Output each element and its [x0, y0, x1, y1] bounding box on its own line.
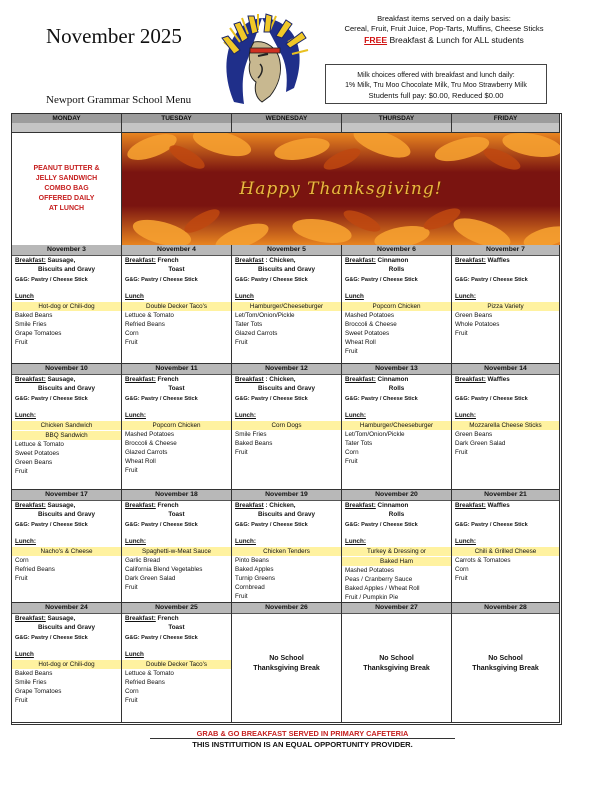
day-cell: [342, 490, 452, 603]
breakfast-line: [12, 375, 121, 384]
lunch-side: Corn: [125, 330, 139, 337]
day-cell: [122, 490, 232, 603]
day-cell: [12, 245, 122, 364]
breakfast-label: Breakfast:: [455, 257, 486, 264]
day-cell: [452, 245, 560, 364]
lunch-side: California Blend Vegetables: [125, 566, 203, 573]
lunch-side: Broccoli & Cheese: [125, 440, 177, 447]
lunch-entree: Chicken Tenders: [232, 547, 341, 556]
lunch-entree: Double Decker Taco's: [122, 660, 231, 669]
equal-opportunity-statement: THIS INSTITUITION IS AN EQUAL OPPORTUNITY PROVIDER.: [192, 740, 413, 749]
lunch-label: Lunch:: [455, 538, 476, 545]
breakfast-item-cont: Toast: [168, 266, 185, 273]
breakfast-line: [452, 256, 559, 265]
lunch-side: Corn: [455, 566, 469, 573]
lunch-label: Lunch: [15, 293, 34, 300]
lunch-entree: Chicken Sandwich: [12, 421, 121, 430]
lunch-label: Lunch:: [125, 538, 146, 545]
day-subheader: [122, 123, 232, 133]
lunch-side: Mashed Potatoes: [125, 431, 175, 438]
pay-line: Students full pay: $0.00, Reduced $0.00: [368, 91, 504, 100]
lunch-side: Fruit: [235, 449, 248, 456]
lunch-label: Lunch: [15, 651, 34, 658]
breakfast-item: : Chicken,: [263, 257, 296, 264]
breakfast-item: French: [155, 615, 179, 622]
lunch-side: Fruit: [125, 339, 138, 346]
day-cell: [232, 364, 342, 490]
breakfast-item-cont: [452, 265, 559, 274]
lunch-side: Tater Tots: [345, 440, 373, 447]
day-cell: [12, 490, 122, 603]
breakfast-item: : Chicken,: [263, 502, 296, 509]
free-meals-line: [318, 34, 570, 46]
breakfast-item: Waffles: [485, 502, 510, 509]
day-subheader: [12, 123, 122, 133]
lunch-side: Wheat Roll: [125, 458, 156, 465]
combo-bag-note: PEANUT BUTTER & JELLY SANDWICH COMBO BAG OFFERED DAILY AT LUNCH: [12, 133, 122, 245]
breakfast-item-cont: Biscuits and Gravy: [37, 624, 96, 631]
grab-and-go-items: G&G: Pastry / Cheese Stick: [235, 277, 308, 283]
lunch-side: Fruit: [455, 575, 468, 582]
lunch-entree: Double Decker Taco's: [122, 302, 231, 311]
lunch-side: Green Beans: [455, 431, 493, 438]
lunch-label: Lunch:: [455, 293, 476, 300]
lunch-side: Fruit: [235, 593, 248, 600]
breakfast-item-cont: Toast: [168, 624, 185, 631]
lunch-side: Lettuce & Tomato: [125, 670, 174, 677]
grab-and-go-items: G&G: Pastry / Cheese Stick: [235, 522, 308, 528]
day-header-thursday: THURSDAY: [342, 114, 452, 123]
day-date: November 17: [12, 490, 121, 501]
breakfast-label: Breakfast:: [345, 257, 376, 264]
breakfast-line: [342, 256, 451, 265]
day-date: November 13: [342, 364, 451, 375]
day-date: November 4: [122, 245, 231, 256]
breakfast-line: [232, 256, 341, 265]
day-cell: [12, 603, 122, 723]
lunch-entree: Nacho's & Cheese: [12, 547, 121, 556]
lunch-side: Broccoli & Cheese: [345, 321, 397, 328]
grab-and-go-note: GRAB & GO BREAKFAST SERVED IN PRIMARY CAFETERIA: [196, 729, 409, 738]
lunch-side: Corn: [125, 688, 139, 695]
breakfast-item-cont: Biscuits and Gravy: [257, 385, 316, 392]
breakfast-item: Waffles: [485, 376, 510, 383]
lunch-label: Lunch: [125, 293, 144, 300]
breakfast-line: [12, 501, 121, 510]
breakfast-label: Breakfast:: [15, 376, 46, 383]
lunch-side: Fruit: [125, 697, 138, 704]
breakfast-line: [122, 375, 231, 384]
lunch-entree: Spaghetti-w-Meat Sauce: [122, 547, 231, 556]
day-subheader: [232, 123, 342, 133]
breakfast-item: Cinnamon: [375, 502, 409, 509]
breakfast-label: Breakfast: [235, 257, 264, 264]
grab-and-go-items: G&G: Pastry / Cheese Stick: [455, 522, 528, 528]
lunch-label: Lunch: [125, 651, 144, 658]
breakfast-item-cont: Biscuits and Gravy: [257, 266, 316, 273]
free-meals-text: Breakfast & Lunch for ALL students: [387, 35, 524, 45]
indian-head-logo: [214, 12, 314, 108]
day-date: November 21: [452, 490, 559, 501]
breakfast-label: Breakfast:: [125, 376, 156, 383]
breakfast-line: [122, 501, 231, 510]
breakfast-label: Breakfast:: [125, 615, 156, 622]
breakfast-item: Sausage,: [45, 502, 76, 509]
lunch-side: Dark Green Salad: [125, 575, 176, 582]
lunch-side: Baked Apples: [235, 566, 274, 573]
breakfast-label: Breakfast:: [345, 376, 376, 383]
breakfast-item-cont: Toast: [168, 385, 185, 392]
day-cell: [232, 490, 342, 603]
breakfast-label: Breakfast: [235, 376, 264, 383]
lunch-entree: Hamburger/Cheeseburger: [232, 302, 341, 311]
lunch-side: Sweet Potatoes: [345, 330, 390, 337]
lunch-side: Fruit: [345, 458, 358, 465]
lunch-label: Lunch:: [15, 412, 36, 419]
breakfast-label: Breakfast:: [455, 502, 486, 509]
lunch-side: Baked Beans: [15, 670, 53, 677]
day-cell: [452, 490, 560, 603]
lunch-side: Whole Potatoes: [455, 321, 500, 328]
lunch-side: Corn: [345, 449, 359, 456]
lunch-side: Pinto Beans: [235, 557, 269, 564]
day-date: November 19: [232, 490, 341, 501]
lunch-label: Lunch:: [125, 412, 146, 419]
day-date: November 5: [232, 245, 341, 256]
day-cell: [342, 245, 452, 364]
lunch-side: Refried Beans: [15, 566, 55, 573]
lunch-side: Fruit: [15, 697, 28, 704]
day-header-tuesday: TUESDAY: [122, 114, 232, 123]
breakfast-line: [452, 375, 559, 384]
lunch-side: Fruit: [15, 339, 28, 346]
lunch-side: Fruit / Pumpkin Pie: [345, 594, 399, 601]
breakfast-info-line2: Cereal, Fruit, Fruit Juice, Pop-Tarts, Muffins, Cheese Sticks: [344, 24, 544, 33]
lunch-entree: Hot-dog or Chili-dog: [12, 660, 121, 669]
grab-and-go-items: G&G: Pastry / Cheese Stick: [15, 277, 88, 283]
day-date: November 26: [232, 603, 341, 614]
lunch-side: Fruit: [455, 330, 468, 337]
lunch-label: Lunch:: [15, 538, 36, 545]
lunch-label: Lunch:: [235, 538, 256, 545]
lunch-side: Glazed Carrots: [235, 330, 278, 337]
lunch-side: Turnip Greens: [235, 575, 276, 582]
breakfast-item-cont: Toast: [168, 511, 185, 518]
grab-and-go-items: G&G: Pastry / Cheese Stick: [15, 522, 88, 528]
day-cell: [122, 245, 232, 364]
day-subheader: [342, 123, 452, 133]
lunch-side: Cornbread: [235, 584, 265, 591]
lunch-label: Lunch:: [455, 412, 476, 419]
grab-and-go-items: G&G: Pastry / Cheese Stick: [125, 522, 198, 528]
breakfast-label: Breakfast:: [345, 502, 376, 509]
lunch-side: Fruit: [235, 339, 248, 346]
breakfast-line: [342, 375, 451, 384]
free-word: FREE: [364, 35, 388, 45]
milk-info-box: [325, 64, 547, 104]
grab-and-go-items: G&G: Pastry / Cheese Stick: [455, 396, 528, 402]
lunch-side: Smile Fries: [15, 321, 47, 328]
day-date: November 27: [342, 603, 451, 614]
lunch-side: Fruit: [125, 584, 138, 591]
lunch-side: Baked Beans: [235, 440, 273, 447]
lunch-side: Baked Apples / Wheat Roll: [345, 585, 420, 592]
lunch-side: Let/Tom/Onion/Pickle: [235, 312, 295, 319]
lunch-label: Lunch:: [235, 412, 256, 419]
lunch-entree: Mozzarella Cheese Sticks: [452, 421, 559, 430]
breakfast-item: Sausage,: [45, 257, 76, 264]
lunch-side: Lettuce & Tomato: [125, 312, 174, 319]
breakfast-item: French: [155, 257, 179, 264]
grab-and-go-items: G&G: Pastry / Cheese Stick: [345, 522, 418, 528]
day-cell: [12, 364, 122, 490]
lunch-side: Smile Fries: [15, 679, 47, 686]
breakfast-label: Breakfast: [235, 502, 264, 509]
day-cell: [232, 245, 342, 364]
day-cell: [342, 603, 452, 723]
day-header-monday: MONDAY: [12, 114, 122, 123]
breakfast-item: Sausage,: [45, 376, 76, 383]
breakfast-item-cont: Biscuits and Gravy: [257, 511, 316, 518]
breakfast-item-cont: Biscuits and Gravy: [37, 385, 96, 392]
lunch-side: Grape Tomatoes: [15, 330, 62, 337]
lunch-side: Grape Tomatoes: [15, 688, 62, 695]
breakfast-item: : Chicken,: [263, 376, 296, 383]
breakfast-item: Cinnamon: [375, 257, 409, 264]
breakfast-item: Sausage,: [45, 615, 76, 622]
breakfast-label: Breakfast:: [125, 502, 156, 509]
school-menu-subtitle: Newport Grammar School Menu: [46, 94, 192, 106]
grab-and-go-items: G&G: Pastry / Cheese Stick: [125, 277, 198, 283]
lunch-side: Corn: [15, 557, 29, 564]
day-subheader: [452, 123, 560, 133]
lunch-label: Lunch: [345, 293, 364, 300]
breakfast-line: [12, 256, 121, 265]
menu-calendar: [11, 113, 562, 725]
lunch-side: Refried Beans: [125, 321, 165, 328]
no-school-note: No School Thanksgiving Break: [253, 655, 320, 672]
lunch-side: Fruit: [455, 449, 468, 456]
day-date: November 14: [452, 364, 559, 375]
day-date: November 11: [122, 364, 231, 375]
day-date: November 24: [12, 603, 121, 614]
day-date: November 18: [122, 490, 231, 501]
lunch-entree: Corn Dogs: [232, 421, 341, 430]
lunch-entree: Pizza Variety: [452, 302, 559, 311]
lunch-side: Tater Tots: [235, 321, 263, 328]
lunch-entree: BBQ Sandwich: [12, 431, 121, 440]
breakfast-line: [12, 614, 121, 623]
lunch-entree: Chili & Grilled Cheese: [452, 547, 559, 556]
milk-line2: 1% Milk, Tru Moo Chocolate Milk, Tru Moo Strawberry Milk: [345, 82, 527, 89]
day-header-friday: FRIDAY: [452, 114, 560, 123]
lunch-side: Garlic Bread: [125, 557, 160, 564]
lunch-side: Lettuce & Tomato: [15, 441, 64, 448]
breakfast-line: [122, 256, 231, 265]
breakfast-item-cont: [452, 510, 559, 519]
breakfast-item-cont: Rolls: [388, 266, 405, 273]
breakfast-item: French: [155, 376, 179, 383]
grab-and-go-items: G&G: Pastry / Cheese Stick: [345, 396, 418, 402]
day-date: November 20: [342, 490, 451, 501]
breakfast-label: Breakfast:: [15, 502, 46, 509]
lunch-side: Baked Beans: [15, 312, 53, 319]
lunch-side: Mashed Potatoes: [345, 567, 395, 574]
lunch-label: Lunch: [235, 293, 254, 300]
lunch-side: Fruit: [345, 348, 358, 355]
breakfast-line: [452, 501, 559, 510]
day-date: November 7: [452, 245, 559, 256]
lunch-entree: Turkey & Dressing or: [342, 547, 451, 556]
breakfast-item-cont: Rolls: [388, 511, 405, 518]
breakfast-info: [318, 14, 570, 46]
day-header-wednesday: WEDNESDAY: [232, 114, 342, 123]
day-date: November 12: [232, 364, 341, 375]
lunch-side: Green Beans: [455, 312, 493, 319]
lunch-side: Green Beans: [15, 459, 53, 466]
breakfast-item: French: [155, 502, 179, 509]
day-date: November 3: [12, 245, 121, 256]
breakfast-item-cont: [452, 384, 559, 393]
breakfast-label: Breakfast:: [125, 257, 156, 264]
lunch-side: Fruit: [125, 467, 138, 474]
milk-line1: Milk choices offered with breakfast and lunch daily:: [357, 72, 515, 79]
day-date: November 10: [12, 364, 121, 375]
breakfast-line: [342, 501, 451, 510]
lunch-side: Dark Green Salad: [455, 440, 506, 447]
lunch-side: Carrots & Tomatoes: [455, 557, 511, 564]
day-cell: [452, 364, 560, 490]
lunch-entree: Hot-dog or Chili-dog: [12, 302, 121, 311]
lunch-entree: Hamburger/Cheeseburger: [342, 421, 451, 430]
lunch-side: Fruit: [15, 468, 28, 475]
day-cell: [232, 603, 342, 723]
lunch-entree: Popcorn Chicken: [342, 302, 451, 311]
day-cell: [122, 364, 232, 490]
breakfast-line: [122, 614, 231, 623]
day-cell: [452, 603, 560, 723]
lunch-side: Refried Beans: [125, 679, 165, 686]
lunch-entree: Baked Ham: [342, 557, 451, 566]
grab-and-go-items: G&G: Pastry / Cheese Stick: [235, 396, 308, 402]
lunch-label: Lunch:: [345, 412, 366, 419]
lunch-side: Fruit: [15, 575, 28, 582]
grab-and-go-items: G&G: Pastry / Cheese Stick: [15, 396, 88, 402]
breakfast-item: Cinnamon: [375, 376, 409, 383]
page-title: November 2025: [46, 24, 182, 48]
breakfast-label: Breakfast:: [15, 257, 46, 264]
lunch-side: Glazed Carrots: [125, 449, 168, 456]
thanksgiving-banner: [122, 133, 560, 245]
lunch-side: Peas / Cranberry Sauce: [345, 576, 413, 583]
breakfast-info-line1: Breakfast items served on a daily basis:: [377, 14, 511, 23]
breakfast-item-cont: Biscuits and Gravy: [37, 266, 96, 273]
grab-and-go-items: G&G: Pastry / Cheese Stick: [345, 277, 418, 283]
day-date: November 25: [122, 603, 231, 614]
lunch-side: Let/Tom/Onion/Pickle: [345, 431, 405, 438]
day-date: November 6: [342, 245, 451, 256]
breakfast-label: Breakfast:: [15, 615, 46, 622]
breakfast-item: Waffles: [485, 257, 510, 264]
grab-and-go-items: G&G: Pastry / Cheese Stick: [455, 277, 528, 283]
day-date: November 28: [452, 603, 559, 614]
breakfast-label: Breakfast:: [455, 376, 486, 383]
banner-greeting: Happy Thanksgiving!: [239, 179, 443, 199]
grab-and-go-items: G&G: Pastry / Cheese Stick: [125, 396, 198, 402]
breakfast-line: [232, 501, 341, 510]
breakfast-item-cont: Rolls: [388, 385, 405, 392]
grab-and-go-items: G&G: Pastry / Cheese Stick: [125, 635, 198, 641]
lunch-label: Lunch:: [345, 538, 366, 545]
breakfast-line: [232, 375, 341, 384]
grab-and-go-items: G&G: Pastry / Cheese Stick: [15, 635, 88, 641]
day-cell: [342, 364, 452, 490]
lunch-entree: Popcorn Chicken: [122, 421, 231, 430]
lunch-side: Smile Fries: [235, 431, 267, 438]
breakfast-item-cont: Biscuits and Gravy: [37, 511, 96, 518]
day-cell: [122, 603, 232, 723]
no-school-note: No School Thanksgiving Break: [363, 655, 430, 672]
no-school-note: No School Thanksgiving Break: [472, 655, 539, 672]
footer-divider: [150, 738, 455, 739]
lunch-side: Mashed Potatoes: [345, 312, 395, 319]
lunch-side: Wheat Roll: [345, 339, 376, 346]
lunch-side: Sweet Potatoes: [15, 450, 60, 457]
